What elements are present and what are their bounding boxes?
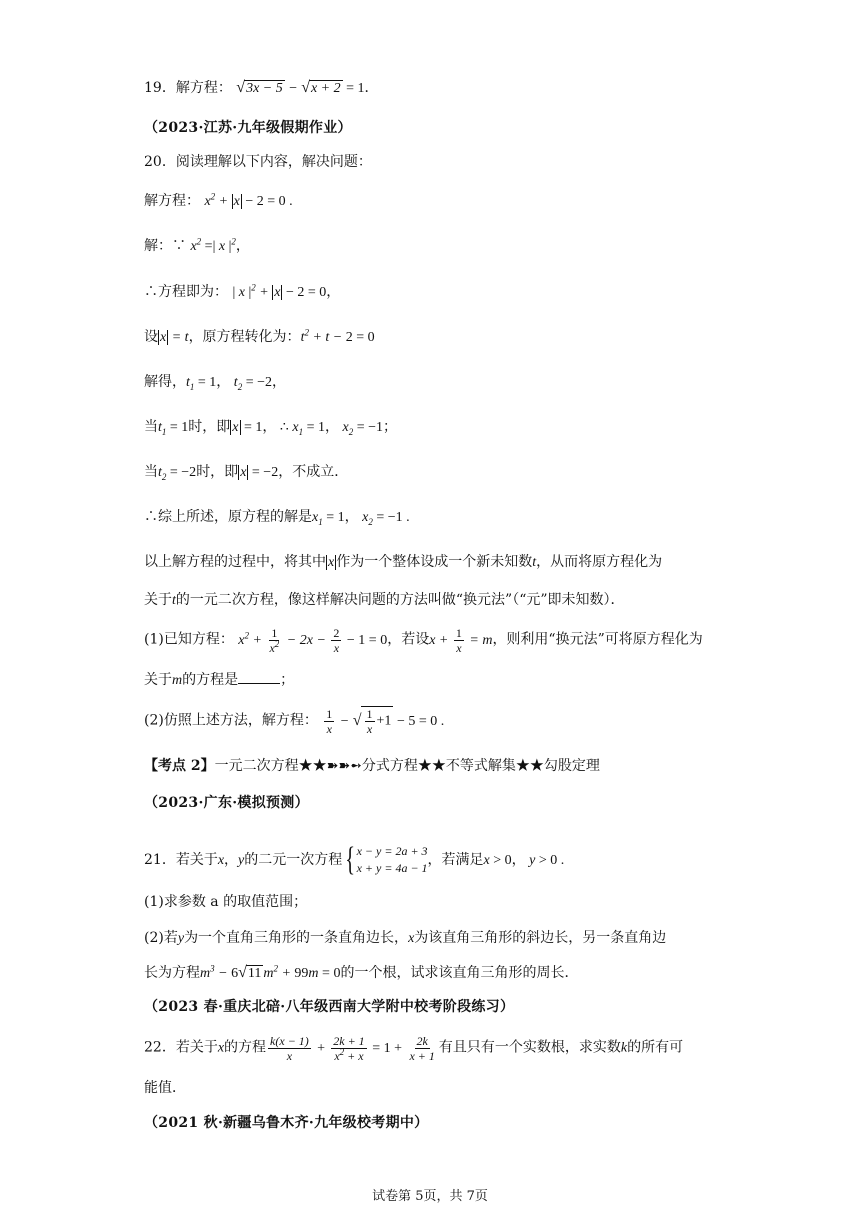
- question-21: 21．若关于x，y的二元一次方程 { x − y = 2a + 3 x + y = 4a − 1 ，若满足x > 0， y > 0 .: [144, 841, 565, 878]
- source-note: （2023·广东·模拟预测）: [144, 795, 309, 811]
- equation-system: { x − y = 2a + 3 x + y = 4a − 1: [345, 841, 428, 878]
- q20-solution-start: 解：∵ $x^2$ =| x $|^2$，: [144, 236, 250, 254]
- topic-header: 【考点 2】一元二次方程★★➽➽➻分式方程★★不等式解集★★勾股定理: [144, 758, 600, 774]
- q21-part1: (1)求参数 a 的取值范围；: [144, 894, 308, 910]
- q22-line2: 能值．: [144, 1080, 186, 1096]
- q21-part2-line2: 长为方程$m^3 - 6√11$ $m^2 + 99m = 0$的一个根，试求该直角三角形的周长．: [144, 963, 579, 981]
- q20-conclusion: ∴综上所述，原方程的解是$x_1 = 1$， $x_2 = -1$ .: [144, 509, 410, 527]
- q20-explain-line2: 关于t的一元二次方程，像这样解决问题的方法叫做“换元法”（“元”即未知数）．: [144, 592, 625, 608]
- source-note: （2023·江苏·九年级假期作业）: [144, 120, 352, 136]
- q20-part1: (1)已知方程： $x^2$ + $\frac{1}{x^2}$ − 2x − $\frac{2}{x}$ − 1 = 0，若设x + $\frac{1}{x}$ = m，则利用“换元法”可将原方程化为: [144, 626, 703, 655]
- page-footer: 试卷第 5页，共 7页: [372, 1189, 488, 1204]
- question-19: 19．解方程： √3x − 5 − √x + 2 = 1．: [144, 79, 379, 96]
- answer-blank[interactable]: [238, 671, 280, 684]
- q20-step4: 当$t_1 = 1$时，即 x = 1， ∴ $x_1 = 1$， $x_2 = -1$；: [144, 419, 397, 437]
- q20-equation-line: 解方程： $x^2 + x - 2 = 0$ .: [144, 191, 293, 209]
- source-note: （2021 秋·新疆乌鲁木齐·九年级校考期中）: [144, 1115, 429, 1131]
- question-22: 22．若关于x的方程 $\frac{k(x - 1)}{x}$ + $\frac{2k + 1}{x^2 + x}$ = 1 + $\frac{2k}{x + 1}$ 有且只有一个实数根，求实数k的所有可: [144, 1034, 684, 1063]
- q20-part2: (2)仿照上述方法，解方程： $\frac{1}{x}$ − √ $\frac{1}{x}$ +1 − 5 = 0 .: [144, 707, 445, 736]
- q20-step2: 设 x = t，原方程转化为：$t^2 + t - 2 = 0$: [144, 327, 375, 345]
- q21-part2: (2)若y为一个直角三角形的一条直角边长，x为该直角三角形的斜边长，另一条直角边: [144, 930, 667, 946]
- q20-part1-line2: 关于m的方程是 ；: [144, 672, 295, 688]
- q20-step3: 解得，$t_1 = 1$， $t_2 = -2$，: [144, 374, 286, 392]
- question-20-intro: 20．阅读理解以下内容，解决问题：: [144, 154, 372, 170]
- q20-explain-line1: 以上解方程的过程中，将其中 x 作为一个整体设成一个新未知数t，从而将原方程化为: [144, 554, 663, 570]
- equation-19: √3x − 5 − √x + 2 = 1: [236, 79, 365, 96]
- source-note: （2023 春·重庆北碚·八年级西南大学附中校考阶段练习）: [144, 999, 515, 1015]
- q20-step1: ∴方程即为： | x $|^2 + x - 2 = 0$，: [144, 282, 341, 300]
- q20-step5: 当$t_2 = -2$时，即 x = −2，不成立．: [144, 464, 349, 482]
